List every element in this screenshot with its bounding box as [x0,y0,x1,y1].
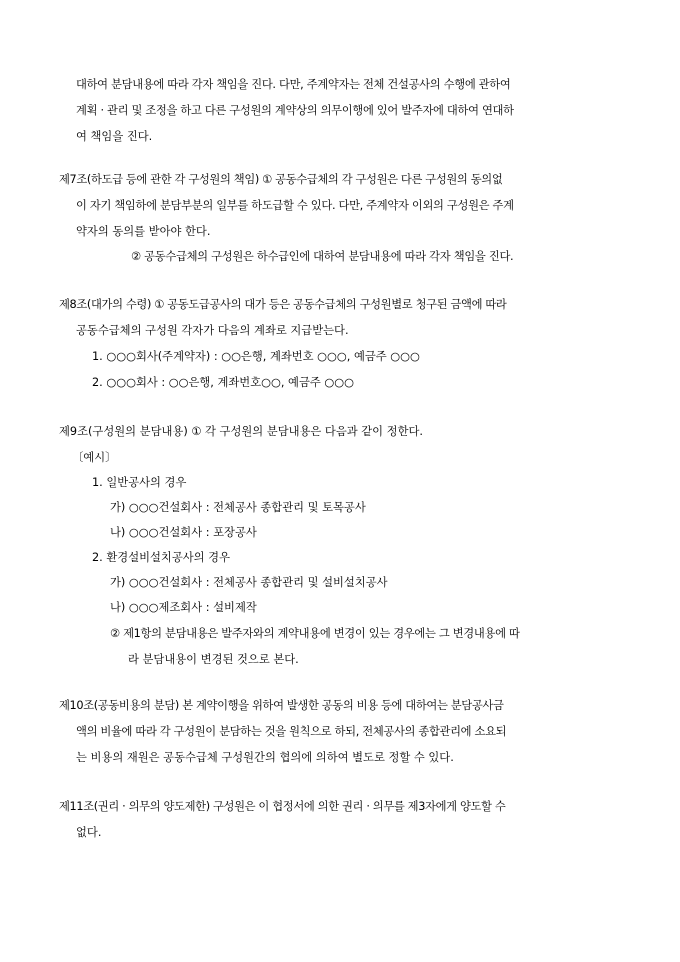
article-9-clause-2-line-1: ② 제1항의 분담내용은 발주자와의 계약내용에 변경이 있는 경우에는 그 변경내용에 따 [110,627,520,640]
article-7-line-3: 약자의 동의를 받아야 한다. [76,225,211,238]
article-8-line-4: 2. ○○○회사 : ○○은행, 계좌번호○○, 예금주 ○○○ [92,376,354,389]
article-9-example: 〔예시〕 [72,451,117,464]
article-9-item-2a: 가) ○○○건설회사 : 전체공사 종합관리 및 설비설치공사 [110,576,388,589]
article-7-line-2: 이 자기 책임하에 분담부분의 일부를 하도급할 수 있다. 다만, 주계약자 이외의 구성원은 주계 [76,199,514,212]
article-7-line-4: ② 공동수급체의 구성원은 하수급인에 대하여 분담내용에 따라 각자 책임을 진다. [131,250,514,263]
article-8-line-1: 제8조(대가의 수령) ① 공동도급공사의 대가 등은 공동수급체의 구성원별로 청구된 금액에 따라 [59,298,507,311]
intro-line-3: 여 책임을 진다. [76,130,153,143]
article-8-line-2: 공동수급체의 구성원 각자가 다음의 계좌로 지급받는다. [76,324,349,337]
article-9-item-2: 2. 환경설비설치공사의 경우 [92,551,231,564]
article-11-line-2: 없다. [76,826,102,839]
article-9-line-1: 제9조(구성원의 분담내용) ① 각 구성원의 분담내용은 다음과 같이 정한다. [59,425,424,438]
article-9-item-1a: 가) ○○○건설회사 : 전체공사 종합관리 및 토목공사 [110,501,366,514]
article-10-line-3: 는 비용의 재원은 공동수급체 구성원간의 협의에 의하여 별도로 정할 수 있다. [76,751,454,764]
article-9-item-1: 1. 일반공사의 경우 [92,476,187,489]
article-8-line-3: 1. ○○○회사(주계약자) : ○○은행, 계좌번호 ○○○, 예금주 ○○○ [92,350,420,363]
article-11-line-1: 제11조(권리 · 의무의 양도제한) 구성원은 이 협정서에 의한 권리 · 의무를 제3자에게 양도할 수 [59,800,506,813]
intro-line-2: 계획 · 관리 및 조정을 하고 다른 구성원의 계약상의 의무이행에 있어 발주자에 대하여 연대하 [76,104,514,117]
intro-line-1: 대하여 분담내용에 따라 각자 책임을 진다. 다만, 주계약자는 전체 건설공사의 수행에 관하여 [76,78,511,91]
article-10-line-1: 제10조(공동비용의 분담) 본 계약이행을 위하여 발생한 공동의 비용 등에 대하여는 분담공사금 [59,699,504,712]
article-7-line-1: 제7조(하도급 등에 관한 각 구성원의 책임) ① 공동수급체의 각 구성원은 다른 구성원의 동의없 [59,173,503,186]
article-9-clause-2-line-2: 라 분담내용이 변경된 것으로 본다. [128,653,299,666]
article-9-item-1b: 나) ○○○건설회사 : 포장공사 [110,526,257,539]
article-9-item-2b: 나) ○○○제조회사 : 설비제작 [110,601,257,614]
article-10-line-2: 액의 비율에 따라 각 구성원이 분담하는 것을 원칙으로 하되, 전체공사의 종합관리에 소요되 [76,725,507,738]
